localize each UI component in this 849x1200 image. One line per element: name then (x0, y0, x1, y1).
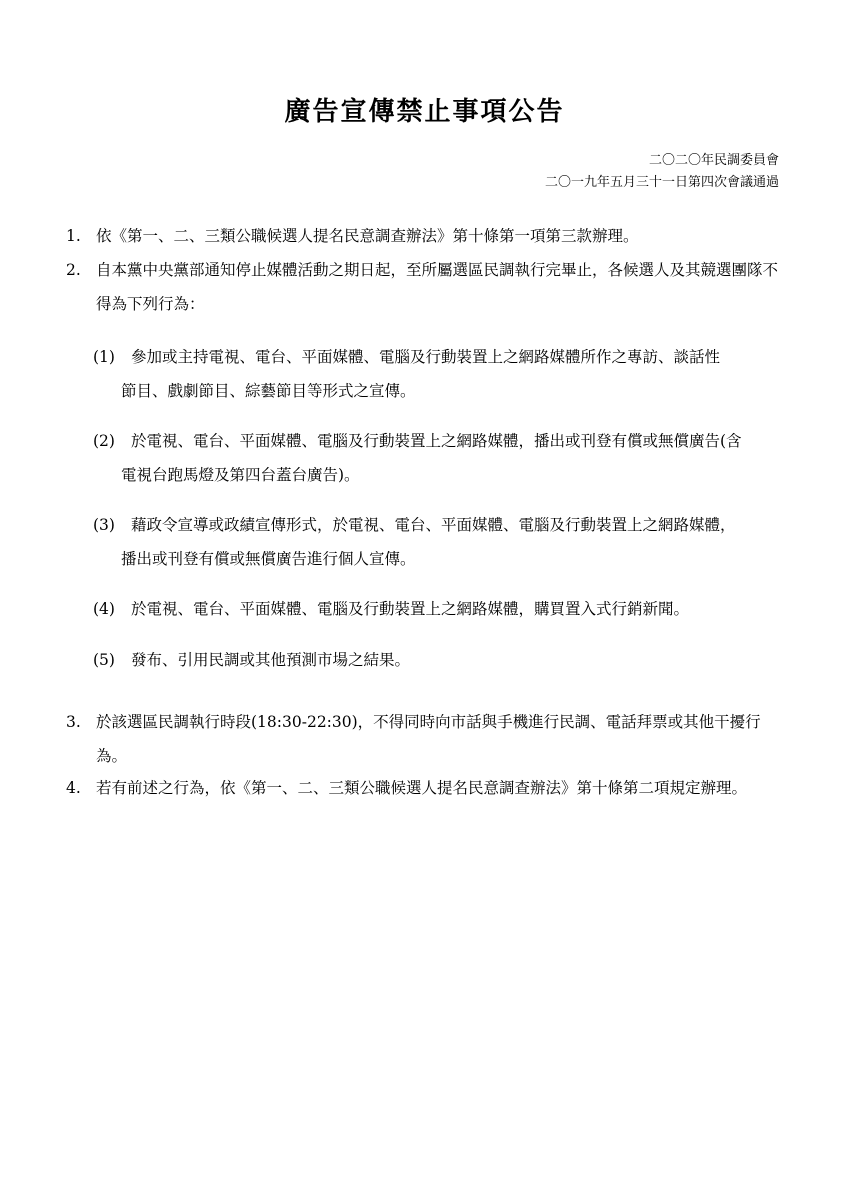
sub-item-number: (4) (93, 600, 115, 618)
sub-list-item (93, 643, 787, 677)
document-meta (545, 150, 779, 194)
list-item (66, 771, 786, 805)
sub-list-item (93, 424, 787, 492)
sub-item-line: 於電視、電台、平面媒體、電腦及行動裝置上之網路媒體，購買置入式行銷新聞。 (131, 600, 690, 618)
sub-item-line: 發布、引用民調或其他預測市場之結果。 (131, 651, 411, 669)
sub-item-text (121, 643, 787, 677)
sub-item-line: 藉政令宣導或政績宣傳形式，於電視、電台、平面媒體、電腦及行動裝置上之網路媒體， (131, 516, 736, 534)
sub-item-number: (1) (93, 348, 115, 366)
item-text: 依《第一、二、三類公職候選人提名民意調查辦法》第十條第一項第三款辦理。 (96, 227, 639, 245)
sub-item-line: 播出或刊登有償或無償廣告進行個人宣傳。 (121, 550, 416, 568)
issuer-line: 二〇二〇年民調委員會 (648, 153, 779, 168)
sub-item-text (121, 340, 787, 408)
item-text: 若有前述之行為，依《第一、二、三類公職候選人提名民意調查辦法》第十條第二項規定辦理。 (96, 779, 748, 797)
sub-item-text (121, 508, 787, 576)
sub-item-number: (5) (93, 651, 115, 669)
sub-list-item (93, 508, 787, 576)
list-item (66, 219, 786, 253)
sub-item-text (121, 424, 787, 492)
item-text: 自本黨中央黨部通知停止媒體活動之期日起，至所屬選區民調執行完畢止，各候選人及其競選團隊不得為下列行為： (96, 261, 779, 313)
sub-item-number: (3) (93, 516, 115, 534)
page-title: 廣告宣傳禁止事項公告 (284, 97, 565, 127)
sub-item-line: 電視台跑馬燈及第四台蓋台廣告)。 (121, 466, 360, 484)
item-text: 於該選區民調執行時段(18:30-22:30)，不得同時向市話與手機進行民調、電話拜票或其他干擾行為。 (96, 713, 761, 765)
approval-line: 二〇一九年五月三十一日第四次會議通過 (544, 175, 779, 190)
item-number: 2. (66, 261, 81, 279)
sub-item-line: 於電視、電台、平面媒體、電腦及行動裝置上之網路媒體，播出或刊登有償或無償廣告(含 (131, 432, 742, 450)
sub-list-item (93, 592, 787, 626)
sub-list-item (93, 340, 787, 408)
item-number: 4. (66, 779, 81, 797)
list-item (66, 705, 786, 773)
sub-item-number: (2) (93, 432, 115, 450)
list-item (66, 253, 786, 321)
sub-item-line: 節目、戲劇節目、綜藝節目等形式之宣傳。 (121, 382, 416, 400)
sub-item-text (121, 592, 787, 626)
sub-item-line: 參加或主持電視、電台、平面媒體、電腦及行動裝置上之網路媒體所作之專訪、談話性 (131, 348, 721, 366)
item-number: 1. (66, 227, 81, 245)
item-number: 3. (66, 713, 81, 731)
